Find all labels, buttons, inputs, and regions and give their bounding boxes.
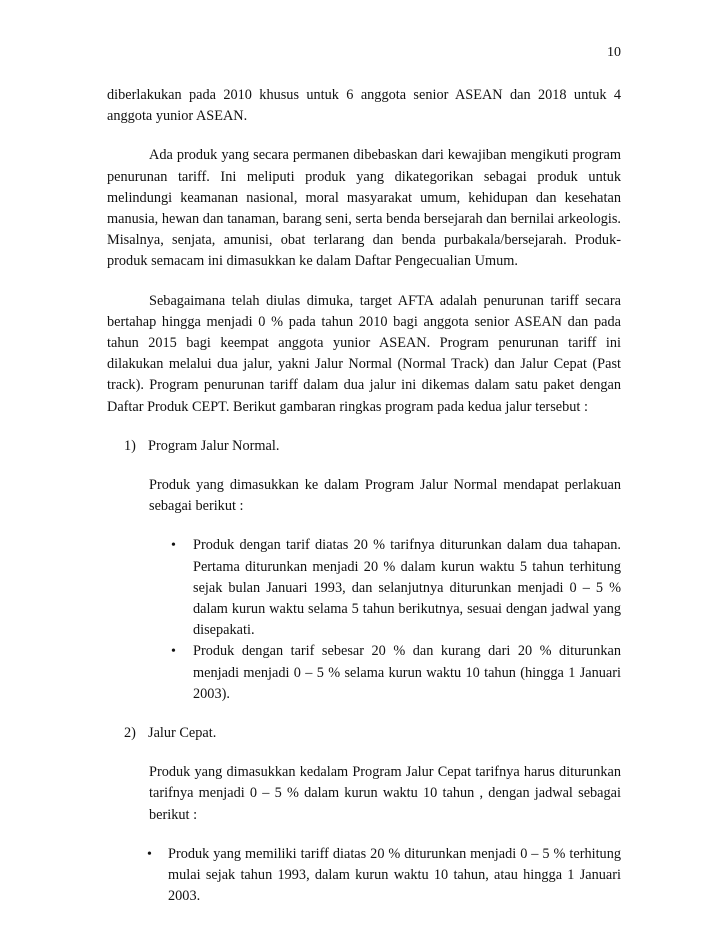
- bullet-text: Produk yang memiliki tariff diatas 20 % diturunkan menjadi 0 – 5 % terhitung mulai sejak tahun 1993, dalam kurun waktu 10 tahun, atau hingga 1 Januari 2003.: [168, 845, 621, 905]
- bullet-item: [107, 535, 621, 641]
- item-heading: Jalur Cepat.: [148, 725, 217, 742]
- item-intro: Produk yang dimasukkan kedalam Program Jalur Cepat tarifnya harus diturunkan tarifnya menjadi 0 – 5 % dalam kurun waktu 10 tahun , dengan jadwal sebagai berikut :: [149, 764, 621, 823]
- numbered-item-normal-track: [107, 436, 621, 457]
- item-intro: Produk yang dimasukkan ke dalam Program Jalur Normal mendapat perlakuan sebagai berikut :: [149, 477, 621, 515]
- bullet-icon: •: [171, 644, 176, 660]
- bullet-item: [107, 641, 621, 705]
- bullet-list-normal-track: [107, 535, 621, 705]
- numbered-item-fast-track: [107, 723, 621, 744]
- paragraph-afta-target: Sebagaimana telah diulas dimuka, target AFTA adalah penurunan tariff secara bertahap hingga menjadi 0 % pada tahun 2010 bagi anggota senior ASEAN dan pada tahun 2015 bagi keempat anggota yunior ASEAN. Program penurunan tariff ini dilakukan melalui dua jalur, yakni Jalur Normal (Normal Track) dan Jalur Cepat (Past track). Program penurunan tariff dalam dua jalur ini dikemas dalam satu paket dengan Daftar Produk CEPT. Berikut gambaran ringkas program pada kedua jalur tersebut :: [107, 292, 621, 415]
- item-number: 1): [124, 437, 136, 454]
- bullet-text: Produk dengan tarif sebesar 20 % dan kurang dari 20 % diturunkan menjadi menjadi 0 – 5 % selama kurun waktu 10 tahun (hingga 1 Januari 2003).: [193, 643, 621, 702]
- bullet-list-fast-track: [107, 844, 621, 908]
- bullet-icon: •: [147, 846, 152, 862]
- bullet-text: Produk dengan tarif diatas 20 % tarifnya diturunkan dalam dua tahapan. Pertama diturunkan menjadi 20 % dalam kurun waktu 5 tahun terhitung sejak bulan Januari 1993, dan selanjutnya diturunkan menjadi 0 – 5 % dalam kurun waktu selama 5 tahun berikutnya, sesuai dengan jadwal yang disepakati.: [193, 537, 621, 639]
- page-number: 10: [607, 45, 621, 60]
- bullet-item: [107, 844, 621, 908]
- item-number: 2): [124, 725, 136, 742]
- paragraph-continuation: diberlakukan pada 2010 khusus untuk 6 anggota senior ASEAN dan 2018 untuk 4 anggota yunior ASEAN.: [107, 87, 621, 125]
- paragraph-exclusions: Ada produk yang secara permanen dibebaskan dari kewajiban mengikuti program penurunan tariff. Ini meliputi produk yang dikategorikan sebagai produk untuk melindungi keamanan nasional, moral masyarakat umum, kehidupan dan kesehatan manusia, hewan dan tanaman, barang seni, serta benda bersejarah dan bernilai arkeologis. Misalnya, senjata, amunisi, obat terlarang dan benda purbakala/bersejarah. Produk-produk semacam ini dimasukkan ke dalam Daftar Pengecualian Umum.: [107, 147, 621, 270]
- item-heading: Program Jalur Normal.: [148, 437, 280, 454]
- page-body: [107, 85, 621, 908]
- bullet-icon: •: [171, 538, 176, 554]
